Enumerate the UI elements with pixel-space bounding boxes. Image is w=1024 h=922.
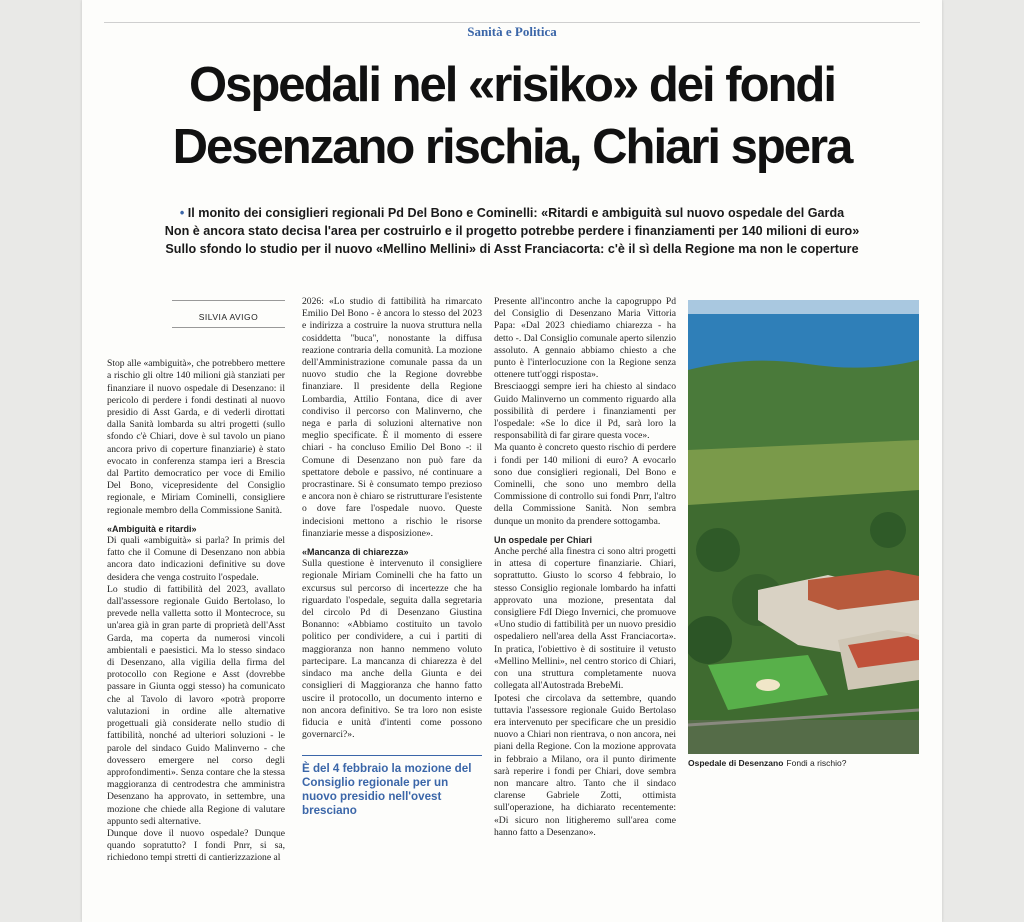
section-label: Sanità e Politica [467, 24, 557, 39]
paragraph: Sulla questione è intervenuto il consigliere regionale Miriam Cominelli che ha fatto un excursus sul percorso di incertezze che ha riguardato l'ospedale, seguita dalla segretaria del circolo Pd di Desenzano Giustina Bonanno: «Abbiamo costituito un tavolo politico per condividere, a cui i partiti di maggioranza non hanno nemmeno voluto partecipare. La mancanza di chiarezza è del sindaco ma anche della Giunta e dei consiglieri di Maggioranza che hanno fatto uscire il protocollo, un documento interno e non ancora definitivo. Se tra loro non esiste fiducia e unità d'intenti come possono governarci?». [302, 558, 482, 741]
paragraph: Presente all'incontro anche la capogruppo Pd del Consiglio di Desenzano Maria Vittoria Papa: «Dal 2023 chiediamo chiarezza - ha detto -. Dal Consiglio comunale aperto silenzio assoluto. A gennaio abbiamo chiesto a che punto è l'interlocuzione con la Regione senza ottenere tutt'oggi risposta». [494, 296, 676, 381]
headline-line-1: Ospedali nel «risiko» dei fondi [189, 58, 835, 112]
sky-area [688, 300, 919, 314]
subheading-chiarezza: «Mancanza di chiarezza» [302, 547, 409, 558]
article-column-3 [494, 296, 676, 839]
subheading-line-3: Sullo sfondo lo studio per il nuovo «Mellino Mellini» di Asst Franciacorta: c'è il sì della Regione ma non le coperture [165, 242, 859, 256]
byline: SILVIA AVIGO [172, 300, 285, 328]
bullet-icon: • [179, 206, 185, 220]
paragraph: Ma quanto è concreto questo rischio di perdere i fondi per 140 milioni di euro? A evocarlo sono due consiglieri regionali, Del Bono e Cominelli, che sono uno membro della Commissione di controllo sui fondi Pnrr, l'altro della Commissione Sanità. Non sembra dunque un monito da prendere sottogamba. [494, 442, 676, 527]
newspaper-page [82, 0, 942, 922]
hospital-aerial-photo [688, 300, 919, 754]
headline-line-2: Desenzano rischia, Chiari spera [172, 120, 852, 174]
subheading-line-1 [112, 204, 912, 222]
subheading-line-2: Non è ancora stato decisa l'area per costruirlo e il progetto potrebbe perdere i finanziamenti per 140 milioni di euro» [164, 224, 860, 238]
paragraph: Lo studio di fattibilità del 2023, avallato dall'assessore regionale Guido Bertolaso, lo prevede nella valletta sotto il Montecroce, su un'area già in gran parte di proprietà dell'Asst Garda, ma coperta da numerosi vincoli ambientali e paesistici. Ma lo stesso sindaco di Desenzano, alla vigilia della firma del protocollo con Regione e Asst (dovrebbe passare in Giunta oggi stesso) ha comunicato che al Tavolo di lavoro «potrà proporre valutazioni in ordine alle alternative progettuali già considerate nello studio di fattibilità, nonché ad ulteriori soluzioni - le parole del sindaco Guido Malinverno - che dovessero emergere nel corso degli approfondimenti». Senza contare che la stessa maggioranza di centrodestra che amministra Desenzano ha approvato, in settembre, una mozione che chiede alla Regione di valutare appunto sedi alternative. [107, 583, 285, 827]
photo-caption [688, 758, 846, 768]
paragraph: 2026: «Lo studio di fattibilità ha rimarcato Emilio Del Bono - è ancora lo stesso del 2023 e indirizza a costruire la nuova struttura nella cosiddetta "buca", nonostante la diffusa reazione contraria della comunità. La mozione dell'Amministrazione comunale passa da un nuovo studio che la Regione dovrebbe finanziare. Il presidente della Regione Lombardia, Attilio Fontana, dice di aver condiviso il percorso con Malinverno, che nega e parla di soluzioni alternative non meglio specificate. È il momento di essere chiari - ha concluso Emilio Del Bono -: il Comune di Desenzano non può fare da spettatore debole e passivo, né continuare a procrastinare. Si è consumato tempo prezioso e ancora non è chiaro se ristrutturare l'esistente o dove fare l'ospedale nuovo. Queste indecisioni mettono a rischio le risorse finanziarie messe a disposizione». [302, 296, 482, 539]
caption-text: Fondi a rischio? [786, 758, 847, 768]
paragraph: Stop alle «ambiguità», che potrebbero mettere a rischio gli oltre 140 milioni già stanziati per finanziare il nuovo ospedale di Desenzano: il pericolo di perdere i fondi destinati al nuovo presidio di Asst Garda, e di vederli dirottati dalla Sanità lombarda su altri progetti (sullo sfondo c'è Chiari, dove è sul tavolo un piano ancora privo di coperture finanziarie) è stato evocato in conferenza stampa ieri a Brescia dal Partito democratico per voce di Emilio Del Bono, vicepresidente del Consiglio regionale, e Miriam Cominelli, consigliere regionale membro della Commissione Sanità. [107, 358, 285, 516]
paragraph: Bresciaoggi sempre ieri ha chiesto al sindaco Guido Malinverno un commento riguardo alla possibilità di perdere i finanziamenti per l'ospedale: «Se lo dice il Pd, sarà loro la responsabilità di far girare questa voce». [494, 381, 676, 442]
paragraph: Di quali «ambiguità» si parla? In primis del fatto che il Comune di Desenzano non abbia ancora dato indicazioni definitive su dove desidera che venga costruito l'ospedale. [107, 535, 285, 583]
article-column-2 [302, 296, 482, 818]
article-column-1 [107, 296, 285, 865]
subheading-text-1: Il monito dei consiglieri regionali Pd Del Bono e Cominelli: «Ritardi e ambiguità sul nuovo ospedale del Garda [187, 206, 845, 220]
subheading-ambiguita: «Ambiguità e ritardi» [107, 523, 197, 534]
paragraph: Dunque dove il nuovo ospedale? Dunque quando sopratutto? I fondi Pnrr, si sa, richiedono tempi stretti di cantierizzazione al [107, 827, 285, 864]
paragraph: Anche perché alla finestra ci sono altri progetti in attesa di coperture finanziarie. Chiari, soprattutto. Giusto lo scorso 4 febbraio, lo stesso Consiglio regionale lombardo ha infatti approvato una mozione, presentata dal consigliere FdI Diego Invernici, che promuove «Uno studio di fattibilità per un nuovo presidio ospedaliero nell'area della Asst Franciacorta». In pratica, l'obiettivo è di sostituire il vetusto «Mellino Mellini», nel centro storico di Chiari, con una struttura completamente nuova collegata all'Autostrada BrebeMi. [494, 546, 676, 692]
caption-bold: Ospedale di Desenzano [688, 758, 784, 768]
subheading-chiari: Un ospedale per Chiari [494, 534, 593, 545]
top-rule [104, 22, 920, 23]
paragraph: Ipotesi che circolava da settembre, quando tuttavia l'assessore regionale Guido Bertolaso era intervenuto per specificare che un presidio nuovo a Chiari non rientrava, o non ancora, nei piani della Regione. Con la mozione approvata in febbraio a Milano, ora il punto dirimente sarà reperire i fondi per Chiari, dove sembra non mancare altro. Tanto che il sindaco clarense Gabriele Zotti, ottimista sull'operazione, ha dichiarato recentemente: «Di sicuro non litigheremo sull'area come hanno fatto a Desenzano». [494, 692, 676, 838]
pull-quote: È del 4 febbraio la mozione del Consiglio regionale per un nuovo presidio nell'ovest bresciano [302, 755, 482, 818]
